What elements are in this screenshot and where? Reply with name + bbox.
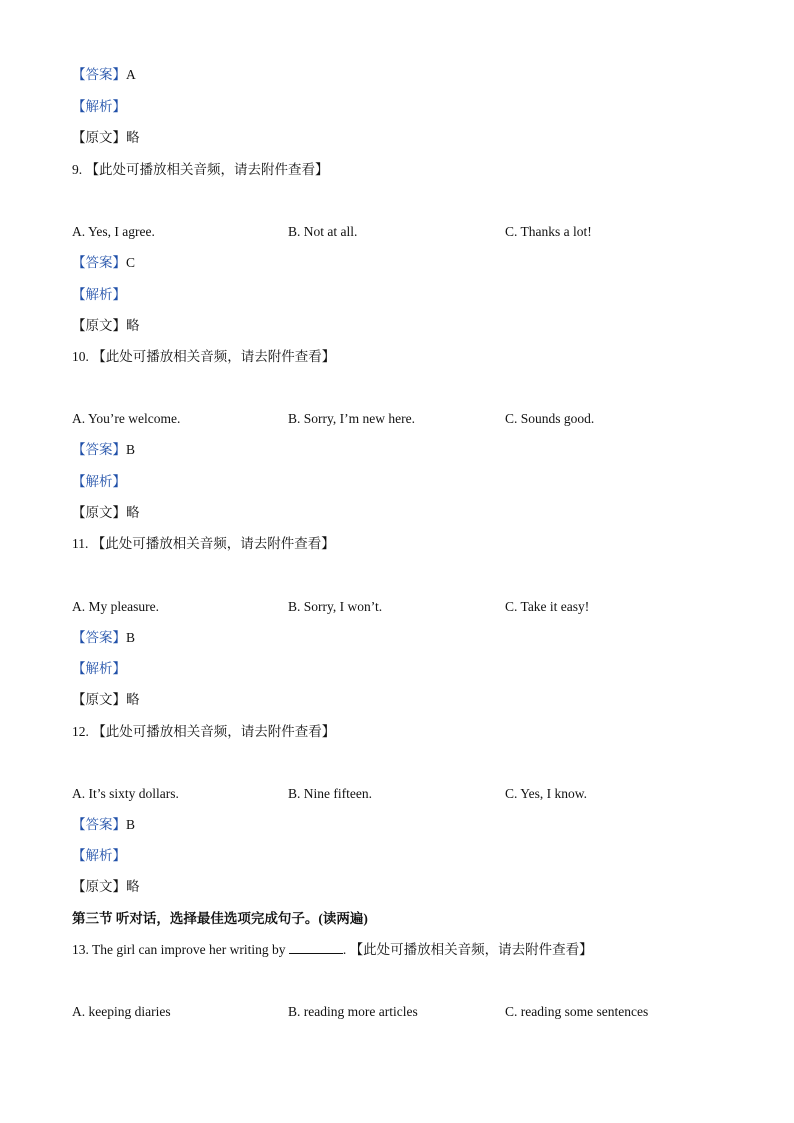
analysis-tag: 【解析】 — [72, 287, 126, 302]
q12-option-c: C. Yes, I know. — [505, 786, 588, 801]
original-tag: 【原文】 — [72, 879, 126, 894]
analysis-tag: 【解析】 — [72, 99, 126, 114]
q10-analysis-line — [72, 473, 126, 491]
q12-option-a: A. It’s sixty dollars. — [72, 786, 179, 801]
q9-option-c: C. Thanks a lot! — [505, 224, 592, 239]
analysis-tag: 【解析】 — [72, 474, 126, 489]
q12-answer-line — [72, 816, 135, 834]
q13-option-b: B. reading more articles — [288, 1004, 418, 1019]
q11-answer-line — [72, 629, 135, 647]
answer-line — [72, 66, 136, 84]
q9-option-a: A. Yes, I agree. — [72, 224, 155, 239]
answer-value: B — [126, 817, 136, 832]
question-10-prompt: 10. 【此处可播放相关音频，请去附件查看】 — [72, 349, 336, 364]
q13-option-c: C. reading some sentences — [505, 1004, 649, 1019]
answer-value: B — [126, 442, 136, 457]
q11-original-line — [72, 691, 140, 709]
q9-option-b: B. Not at all. — [288, 224, 358, 239]
q10-option-b: B. Sorry, I’m new here. — [288, 411, 415, 426]
q13-option-a: A. keeping diaries — [72, 1004, 171, 1019]
q10-option-c: C. Sounds good. — [505, 411, 595, 426]
answer-value: C — [126, 255, 136, 270]
q12-original-line — [72, 878, 140, 896]
question-9-prompt: 9. 【此处可播放相关音频，请去附件查看】 — [72, 162, 329, 177]
original-value: 略 — [126, 692, 140, 707]
q12-option-b: B. Nine fifteen. — [288, 786, 372, 801]
q11-analysis-line — [72, 660, 126, 678]
original-value: 略 — [126, 505, 140, 520]
analysis-tag: 【解析】 — [72, 661, 126, 676]
original-line — [72, 129, 140, 147]
original-value: 略 — [126, 879, 140, 894]
q12-analysis-line — [72, 847, 126, 865]
original-tag: 【原文】 — [72, 505, 126, 520]
original-tag: 【原文】 — [72, 130, 126, 145]
q11-option-c: C. Take it easy! — [505, 599, 590, 614]
q10-option-a: A. You’re welcome. — [72, 411, 181, 426]
analysis-line — [72, 98, 126, 116]
original-tag: 【原文】 — [72, 318, 126, 333]
answer-tag: 【答案】 — [72, 817, 126, 832]
section-3-heading: 第三节 听对话，选择最佳选项完成句子。(读两遍) — [72, 911, 368, 926]
answer-tag: 【答案】 — [72, 630, 126, 645]
question-13-prompt — [72, 941, 593, 959]
q10-answer-line — [72, 441, 135, 459]
original-value: 略 — [126, 318, 140, 333]
q13-prompt-start: 13. The girl can improve her writing by — [72, 942, 286, 957]
original-tag: 【原文】 — [72, 692, 126, 707]
answer-tag: 【答案】 — [72, 255, 126, 270]
q9-original-line — [72, 317, 140, 335]
q9-analysis-line — [72, 286, 126, 304]
question-12-prompt: 12. 【此处可播放相关音频，请去附件查看】 — [72, 724, 336, 739]
analysis-tag: 【解析】 — [72, 848, 126, 863]
q10-original-line — [72, 504, 140, 522]
q9-answer-line — [72, 254, 135, 272]
q13-prompt-end: . 【此处可播放相关音频，请去附件查看】 — [342, 942, 593, 957]
answer-blank — [289, 941, 343, 954]
answer-value: A — [126, 67, 136, 82]
q11-option-b: B. Sorry, I won’t. — [288, 599, 383, 614]
question-11-prompt: 11. 【此处可播放相关音频，请去附件查看】 — [72, 536, 335, 551]
original-value: 略 — [126, 130, 140, 145]
answer-tag: 【答案】 — [72, 67, 126, 82]
answer-value: B — [126, 630, 136, 645]
q11-option-a: A. My pleasure. — [72, 599, 159, 614]
answer-tag: 【答案】 — [72, 442, 126, 457]
